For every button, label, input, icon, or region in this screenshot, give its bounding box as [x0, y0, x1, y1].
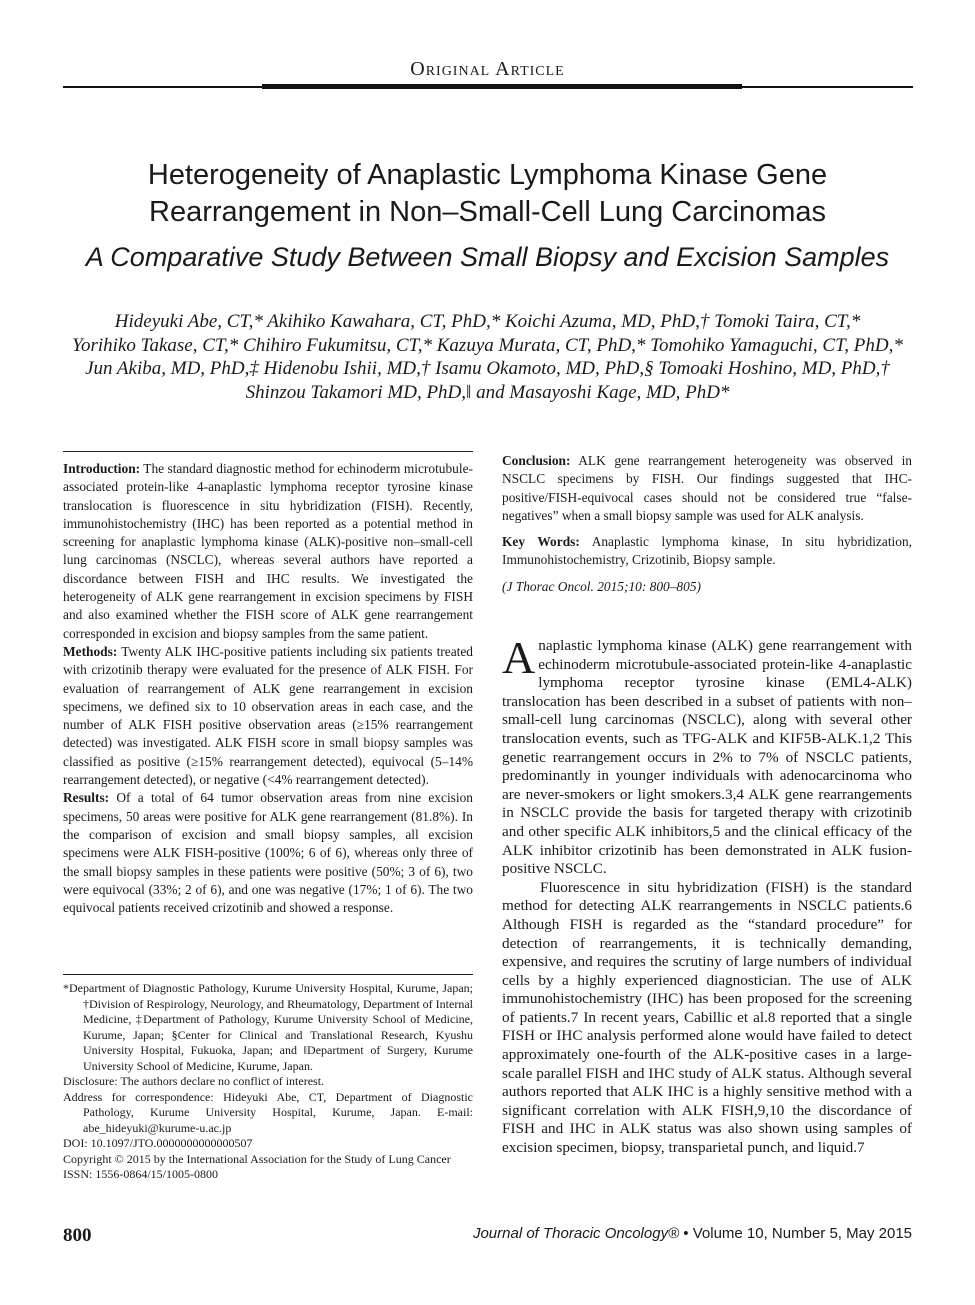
abstract-rule-left [63, 451, 473, 452]
article-subtitle: A Comparative Study Between Small Biopsy and Excision Samples [85, 242, 890, 272]
doi: DOI: 10.1097/JTO.0000000000000507 [63, 1136, 253, 1150]
title-line-2: Rearrangement in Non–Small-Cell Lung Carcinomas [149, 196, 826, 228]
abstract-right [502, 452, 912, 596]
article-title [40, 157, 935, 231]
drop-cap: A [502, 632, 536, 683]
author-line: Jun Akiba, MD, PhD,‡ Hidenobu Ishii, MD,† Isamu Okamoto, MD, PhD,§ Tomoaki Hoshino, MD, PhD,† [85, 358, 890, 379]
methods-label: Methods: [63, 643, 118, 659]
article-body [502, 632, 912, 1158]
introduction-label: Introduction: [63, 461, 141, 476]
keywords-label: Key Words: [502, 534, 580, 550]
abstract-keywords [502, 533, 912, 570]
abstract-conclusion [502, 452, 912, 525]
methods-text: Twenty ALK IHC-positive patients including six patients treated with crizotinib therapy were evaluated for the presence of ALK FISH. For evaluation of rearrangement of ALK gene rearrangement in excision specimens, we defined six to 10 observation areas in each case, and the number of ALK FISH positive observation areas (≥15% rearrangement detected) was investigated. ALK FISH score in small biopsy samples was classified as positive (≥15% rearrangement detected), equivocal (5–14% rearrangement detected), or negative (<4% rearrangement detected). [63, 643, 474, 788]
body-paragraph-1 [502, 632, 912, 879]
issue-info: • Volume 10, Number 5, May 2015 [679, 1225, 912, 1242]
body-paragraph-2: Fluorescence in situ hybridization (FISH) is the standard method for detecting ALK rearrangements in NSCLC patients.6 Although FISH is regarded as the “standard procedure” for detection of rearrangements, it is technically demanding, expensive, and requires the scrutiny of large numbers of individual cells by a highly experienced diagnostician. The use of ALK immunohistochemistry (IHC) has been proposed for the screening of patients.7 In recent years, Cabillic et al.8 reported that a single FISH or IHC analysis performed alone would have failed to detect approximately one-fourth of the ALK-positive cases in a large-scale parallel FISH and IHC study of ALK status. Although several authors reported that ALK IHC is a highly sensitive method with a significant correlation with ALK FISH,9,10 the discordance of FISH and IHC in ALK status was also shown using samples of excision specimen, biopsy, transparietal punch, and liquid.7 [502, 878, 912, 1157]
section-label: Original Article [410, 58, 565, 80]
abstract-results [63, 789, 473, 917]
conclusion-text: ALK gene rearrangement heterogeneity was observed in NSCLC specimens by FISH. Our findings suggested that IHC-positive/FISH-equivocal cases should not be considered true “false-negatives” when a small biopsy sample was used for ALK analysis. [502, 453, 912, 523]
author-line: Hideyuki Abe, CT,* Akihiko Kawahara, CT, PhD,* Koichi Azuma, MD, PhD,† Tomoki Taira, CT,* [114, 311, 861, 332]
affiliations: *Department of Diagnostic Pathology, Kurume University Hospital, Kurume, Japan; †Division of Respirology, Neurology, and Rheumatology, Department of Internal Medicine, ‡Department of Pathology, Kurume University School of Medicine, Kurume, Japan; §Center for Clinical and Translational Research, Kyushu University Hospital, Fukuoka, Japan; and ‖Department of Surgery, Kurume University School of Medicine, Kurume, Japan. [63, 981, 473, 1073]
body-paragraph-1-text: naplastic lymphoma kinase (ALK) gene rearrangement with echinoderm microtubule-associated protein-like 4-anaplastic lymphoma receptor tyrosine kinase (EML4-ALK) translocation has been described in a subset of patients with non–small-cell lung carcinomas (NSCLC), along with several other translocation events, such as TFG-ALK and KIF5B-ALK.1,2 This genetic rearrangement occurs in 2% to 7% of NSCLC patients, predominantly in younger individuals with adenocarcinoma who are never-smokers or light smokers.3,4 ALK gene rearrangements in NSCLC provide the basis for targeted therapy with crizotinib and other specific ALK inhibitors,5 and the clinical efficacy of the ALK inhibitor crizotinib has been demonstrated in ALK fusion-positive NSCLC. [502, 637, 912, 878]
author-list [40, 310, 935, 404]
keywords-text: Anaplastic lymphoma kinase, In situ hybridization, Immunohistochemistry, Crizotinib, Biopsy sample. [502, 534, 912, 568]
header-rule-accent [262, 84, 742, 89]
author-line: Shinzou Takamori MD, PhD,‖ and Masayoshi Kage, MD, PhD* [245, 381, 730, 403]
correspondence: Address for correspondence: Hideyuki Abe, CT, Department of Diagnostic Pathology, Kurume University Hospital, Kurume, Japan. E-mail: abe_hideyuki@kurume-u.ac.jp [63, 1089, 473, 1135]
journal-name: Journal of Thoracic Oncology® [472, 1225, 680, 1242]
abstract-introduction [63, 460, 473, 643]
abstract-methods [63, 643, 473, 789]
results-label: Results: [63, 790, 110, 806]
copyright: Copyright © 2015 by the International Association for the Study of Lung Cancer [63, 1151, 451, 1166]
results-text: Of a total of 64 tumor observation areas from nine excision specimens, 50 areas were positive for ALK gene rearrangement (81.8%). In the comparison of excision and small biopsy samples, all excision specimens were ALK FISH-positive (100%; 6 of 6), whereas only three of the small biopsy samples in these patients were positive (50%; 3 of 6), two were equivocal (33%; 2 of 6), and one was negative (17%; 1 of 6). The two equivocal patients received crizotinib and showed a response. [63, 790, 473, 916]
citation: (J Thorac Oncol. 2015;10: 800–805) [502, 578, 701, 594]
introduction-text: The standard diagnostic method for echinoderm microtubule-associated protein-like 4-anaplastic lymphoma receptor tyrosine kinase translocation is fluorescence in situ hybridization (FISH). Recently, immunohistochemistry (IHC) has been reported as a potential method in screening for anaplastic lymphoma kinase (ALK)-positive non–small-cell lung carcinomas (NSCLC), whereas several authors have reported a discordance between FISH and IHC results. We investigated the heterogeneity of ALK gene rearrangement in excision specimens by FISH and also examined whether the FISH score of ALK gene rearrangement corresponded in excision and biopsy samples from the same patient. [63, 461, 473, 641]
conclusion-label: Conclusion: [502, 453, 571, 468]
journal-footer [473, 1225, 912, 1242]
disclosure: Disclosure: The authors declare no conflict of interest. [63, 1074, 325, 1088]
title-line-1: Heterogeneity of Anaplastic Lymphoma Kinase Gene [147, 159, 828, 191]
issn: ISSN: 1556-0864/15/1005-0800 [63, 1167, 219, 1181]
abstract-left [63, 460, 473, 917]
author-line: Yorihiko Takase, CT,* Chihiro Fukumitsu, CT,* Kazuya Murata, CT, PhD,* Tomohiko Yamaguchi, CT, PhD,* [72, 334, 903, 356]
footnote-rule [63, 974, 473, 975]
footnotes [63, 981, 473, 1183]
page-number: 800 [63, 1225, 92, 1246]
